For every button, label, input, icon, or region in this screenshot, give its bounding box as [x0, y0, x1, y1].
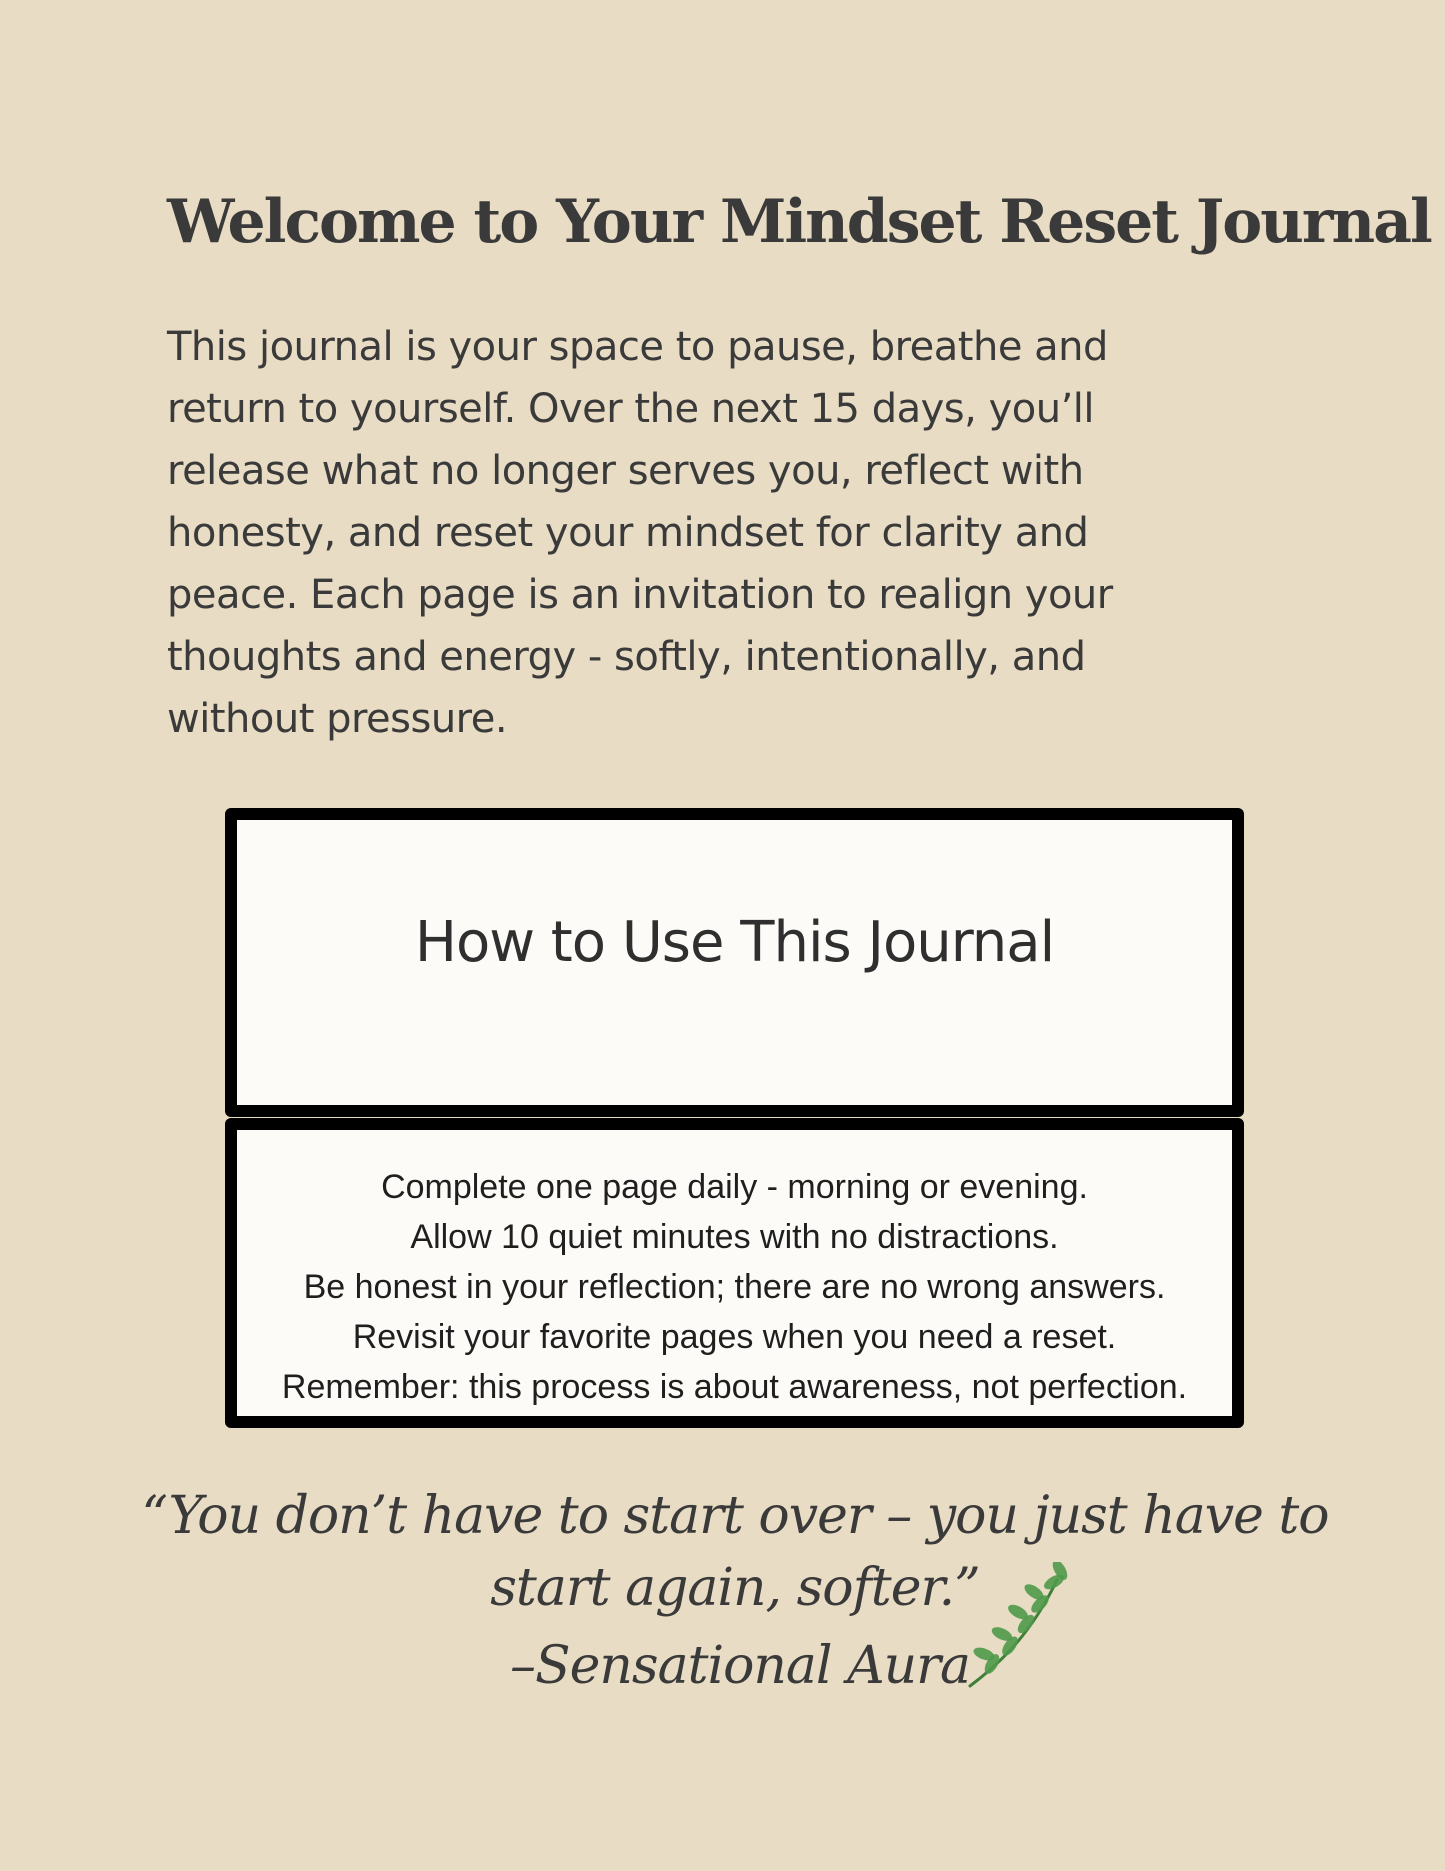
how-to-step: Complete one page daily - morning or evening.: [381, 1168, 1088, 1206]
intro-line: honesty, and reset your mindset for clarity and: [167, 510, 1089, 556]
how-to-step: Revisit your favorite pages when you need a reset.: [352, 1318, 1117, 1356]
how-to-steps-list: [217, 1162, 1252, 1412]
intro-line: This journal is your space to pause, breathe and: [167, 324, 1108, 370]
intro-line: return to yourself. Over the next 15 days, you’ll: [167, 386, 1095, 432]
intro-line: peace. Each page is an invitation to realign your: [167, 572, 1113, 618]
intro-paragraph: [167, 316, 1187, 750]
page-title: Welcome to Your Mindset Reset Journal: [167, 187, 1431, 257]
how-to-heading-box: [225, 808, 1244, 1117]
how-to-step: Be honest in your reflection; there are no wrong answers.: [303, 1268, 1166, 1306]
quote-line: start again, softer.”: [490, 1558, 980, 1618]
quote-line: “You don’t have to start over – you just have to: [141, 1486, 1329, 1546]
how-to-step: Remember: this process is about awareness, not perfection.: [281, 1368, 1188, 1406]
closing-quote: [100, 1480, 1370, 1624]
intro-line: without pressure.: [167, 696, 508, 742]
how-to-step: Allow 10 quiet minutes with no distractions.: [410, 1218, 1059, 1256]
quote-attribution: –Sensational Aura: [510, 1636, 970, 1696]
how-to-heading: How to Use This Journal: [414, 910, 1055, 975]
intro-line: thoughts and energy - softly, intentionally, and: [167, 634, 1086, 680]
how-to-steps-box: [225, 1118, 1244, 1428]
intro-line: release what no longer serves you, reflect with: [167, 448, 1084, 494]
leaf-branch-icon: [962, 1562, 1082, 1692]
